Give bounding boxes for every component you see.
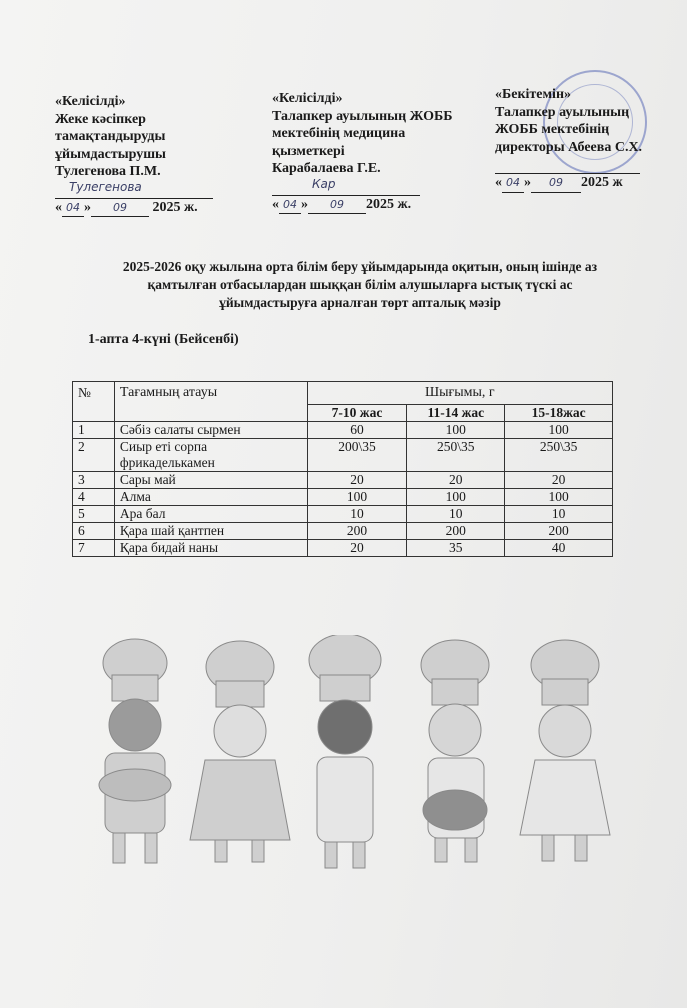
portion-value: 20 (307, 472, 407, 489)
approval-line: Жеке кәсіпкер (55, 111, 146, 127)
dish-name: Қара бидай наны (114, 540, 307, 557)
portion-value: 200\35 (307, 439, 407, 472)
row-number: 6 (73, 523, 115, 540)
portion-value: 250\35 (505, 439, 613, 472)
approval-line: қызметкері (272, 143, 345, 159)
approval-title: «Бекітемін» (495, 87, 572, 102)
approval-block-medic (272, 90, 452, 214)
document-title (60, 258, 660, 312)
date-day: 04 (62, 199, 84, 218)
header-dish-name: Тағамның атауы (114, 382, 307, 422)
portion-value: 200 (505, 523, 613, 540)
portion-value: 200 (307, 523, 407, 540)
menu-table (72, 381, 613, 557)
week-day-label: 1-апта 4-күні (Бейсенбі) (88, 332, 239, 347)
portion-value: 250\35 (407, 439, 505, 472)
date-day: 04 (279, 196, 301, 215)
approval-line: Карабалаева Г.Е. (272, 161, 381, 176)
date-month: 09 (308, 196, 366, 215)
portion-value: 200 (407, 523, 505, 540)
signature-line (272, 178, 420, 196)
row-number: 4 (73, 489, 115, 506)
portion-value: 100 (505, 422, 613, 439)
row-number: 5 (73, 506, 115, 523)
dish-name: Ара бал (114, 506, 307, 523)
table-row (73, 439, 613, 472)
row-number: 2 (73, 439, 115, 472)
date-year: 2025 ж. (152, 199, 198, 215)
dish-name: Қара шай қантпен (114, 523, 307, 540)
approval-title: «Келісілді» (55, 94, 126, 109)
portion-value: 20 (505, 472, 613, 489)
portion-value: 10 (307, 506, 407, 523)
approval-block-entrepreneur (55, 93, 215, 217)
approval-line: ЖОББ мектебінің (495, 122, 610, 137)
title-line: 2025-2026 оқу жылына орта білім беру ұйымдарында оқитын, оның ішінде аз (122, 259, 598, 274)
header-age-group: 11-14 жас (407, 405, 505, 422)
portion-value: 60 (307, 422, 407, 439)
approval-title: «Келісілді» (272, 91, 343, 106)
chef-kids-illustration (80, 635, 630, 885)
dish-name: Сәбіз салаты сырмен (114, 422, 307, 439)
portion-value: 20 (307, 540, 407, 557)
date-day: 04 (502, 174, 524, 193)
chef-kid (99, 639, 171, 863)
approval-line: Талапкер ауылының ЖОББ (272, 108, 453, 124)
date-year: 2025 ж (581, 175, 623, 190)
signature: Кар (312, 176, 336, 191)
approval-date: « 04 » 09 2025 ж. (55, 199, 215, 218)
table-row (73, 540, 613, 557)
portion-value: 10 (505, 506, 613, 523)
approval-line: Талапкер ауылының (495, 104, 630, 120)
table-row (73, 506, 613, 523)
signature-line (55, 181, 213, 199)
portion-value: 35 (407, 540, 505, 557)
dish-name: Алма (114, 489, 307, 506)
approval-date: « 04 » 09 2025 ж. (272, 196, 452, 215)
table-row (73, 523, 613, 540)
table-row (73, 422, 613, 439)
header-age-group: 15-18жас (505, 405, 613, 422)
header-age-group: 7-10 жас (307, 405, 407, 422)
row-number: 7 (73, 540, 115, 557)
table-row (73, 489, 613, 506)
approval-line: Тулегенова П.М. (55, 164, 161, 179)
date-month: 09 (91, 199, 149, 218)
approval-block-director (495, 86, 665, 193)
signature-line (495, 156, 640, 174)
portion-value: 100 (307, 489, 407, 506)
date-month: 09 (531, 174, 581, 193)
header-output: Шығымы, г (307, 382, 612, 405)
title-line: қамтылған отбасылардан шыққан білім алушыларға ыстық түскі ас (147, 277, 573, 292)
dish-name: Сары май (114, 472, 307, 489)
signature: Тулегенова (69, 179, 142, 194)
portion-value: 100 (505, 489, 613, 506)
title-line: ұйымдастыруға арналған төрт апталық мәзір (219, 295, 501, 310)
row-number: 1 (73, 422, 115, 439)
approval-line: директоры Абеева С.Х. (495, 139, 643, 155)
row-number: 3 (73, 472, 115, 489)
header-num: № (73, 382, 115, 422)
approval-line: мектебінің медицина (272, 126, 406, 141)
portion-value: 40 (505, 540, 613, 557)
menu-table-body (73, 422, 613, 557)
dish-name: Сиыр еті сорпа фрикаделькамен (114, 439, 307, 472)
portion-value: 100 (407, 422, 505, 439)
date-year: 2025 ж. (366, 196, 412, 212)
approval-line: ұйымдастырушы (55, 146, 166, 162)
portion-value: 20 (407, 472, 505, 489)
portion-value: 10 (407, 506, 505, 523)
approval-line: тамақтандыруды (55, 129, 166, 144)
portion-value: 100 (407, 489, 505, 506)
table-row (73, 472, 613, 489)
approval-date: « 04 » 09 2025 ж (495, 174, 665, 193)
